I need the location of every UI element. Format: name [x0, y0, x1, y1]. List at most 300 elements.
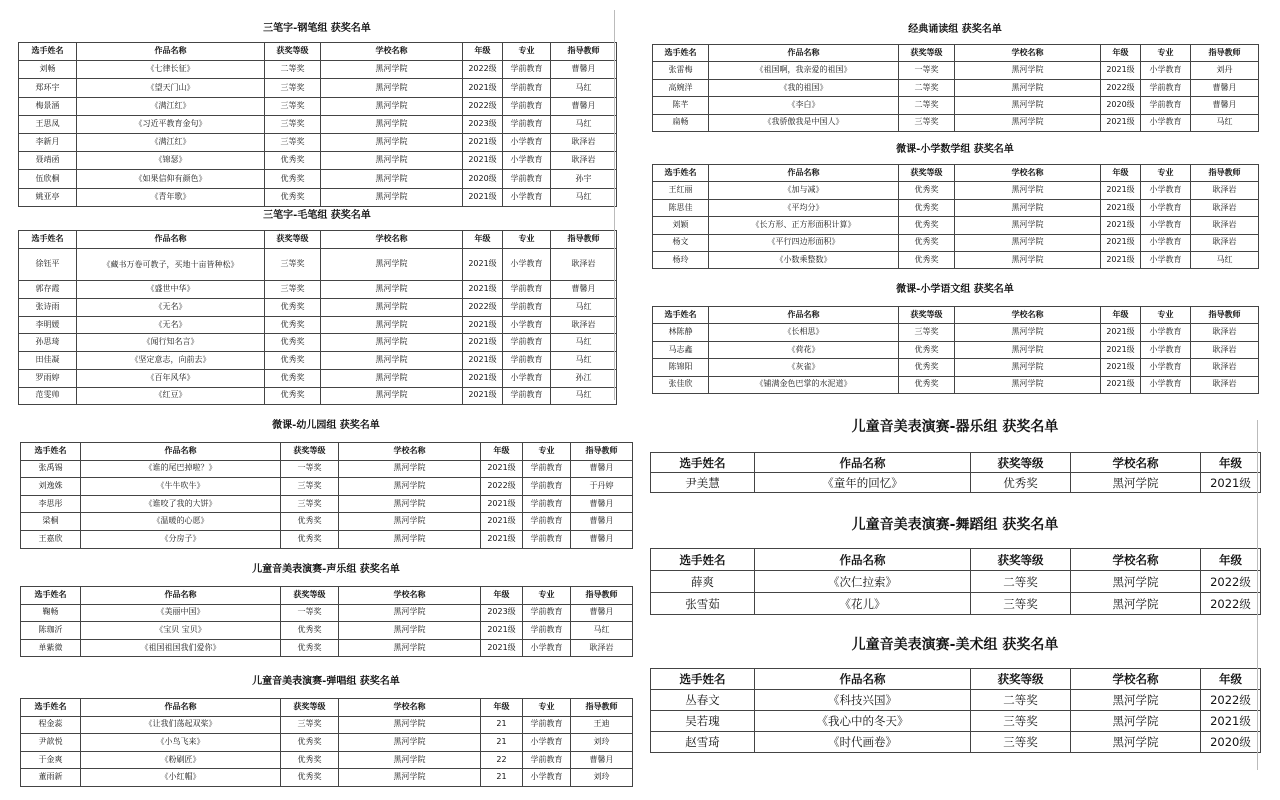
school-name-cell: 黑河学院: [339, 530, 481, 548]
major-cell: 小学教育: [1141, 114, 1191, 131]
teacher-cell: 孙宇: [551, 170, 617, 188]
grade-cell: 2021级: [463, 188, 503, 206]
table-row: [653, 62, 1259, 79]
work-title-cell: 《加与减》: [709, 182, 899, 199]
table-row: [653, 341, 1259, 358]
teacher-cell: 曹馨月: [571, 530, 633, 548]
work-title-cell: 《谁的尾巴掉啦？》: [81, 460, 281, 478]
table-row: [651, 732, 1261, 753]
teacher-cell: 马红: [551, 387, 617, 405]
grade-cell: 2021级: [1101, 199, 1141, 216]
grade-cell: 2021级: [463, 133, 503, 151]
work-title-cell: 《满江红》: [77, 133, 265, 151]
column-header-grade: 年级: [1201, 669, 1261, 690]
award-level-cell: 优秀奖: [265, 316, 321, 334]
column-header-major: 专业: [503, 43, 551, 61]
teacher-cell: 马红: [1191, 251, 1259, 268]
award-level-cell: 二等奖: [971, 690, 1071, 711]
singing-group-title: 儿童音美表演赛-弹唱组 获奖名单: [252, 676, 400, 687]
column-header-level: 获奖等级: [971, 549, 1071, 571]
major-cell: 学前教育: [1141, 97, 1191, 114]
table-row: [21, 769, 633, 787]
work-title-cell: 《藏书万卷可教子，买地十亩皆种松》: [77, 248, 265, 281]
header-row: [653, 45, 1259, 62]
table-row: [19, 79, 617, 97]
column-header-teacher: 指导教师: [571, 699, 633, 717]
award-level-cell: 三等奖: [971, 732, 1071, 753]
column-header-name: 选手姓名: [651, 669, 755, 690]
grade-cell: 2021级: [1101, 251, 1141, 268]
column-header-school: 学校名称: [339, 443, 481, 461]
vocal-group-table: [20, 586, 633, 657]
teacher-cell: 马红: [551, 334, 617, 352]
school-name-cell: 黑河学院: [955, 79, 1101, 96]
major-cell: 学前教育: [523, 751, 571, 769]
column-header-level: 获奖等级: [281, 587, 339, 605]
brush-group-section: [18, 198, 616, 398]
column-header-teacher: 指导教师: [551, 231, 617, 249]
award-level-cell: 优秀奖: [281, 769, 339, 787]
column-header-major: 专业: [1141, 165, 1191, 182]
grade-cell: 2021级: [463, 152, 503, 170]
table-row: [19, 170, 617, 188]
contestant-name-cell: 刘颖: [653, 217, 709, 234]
award-level-cell: 优秀奖: [265, 334, 321, 352]
column-header-work: 作品名称: [77, 43, 265, 61]
school-name-cell: 黑河学院: [321, 133, 463, 151]
major-cell: 小学教育: [1141, 324, 1191, 341]
grade-cell: 2021级: [1101, 359, 1141, 376]
school-name-cell: 黑河学院: [321, 79, 463, 97]
contestant-name-cell: 鞠畅: [21, 604, 81, 622]
major-cell: 学前教育: [523, 716, 571, 734]
teacher-cell: 耿泽岩: [1191, 341, 1259, 358]
column-header-name: 选手姓名: [19, 231, 77, 249]
school-name-cell: 黑河学院: [955, 324, 1101, 341]
classic-group-section: [652, 14, 1258, 132]
grade-cell: 2022级: [463, 61, 503, 79]
award-level-cell: 优秀奖: [899, 217, 955, 234]
school-name-cell: 黑河学院: [321, 334, 463, 352]
header-row: [653, 307, 1259, 324]
header-row: [651, 453, 1261, 473]
column-header-name: 选手姓名: [653, 307, 709, 324]
work-title-cell: 《次仁拉索》: [755, 571, 971, 593]
work-title-cell: 《温暖的心愿》: [81, 513, 281, 531]
contestant-name-cell: 王嘉欣: [21, 530, 81, 548]
work-title-cell: 《小数乘整数》: [709, 251, 899, 268]
contestant-name-cell: 林陈静: [653, 324, 709, 341]
school-name-cell: 黑河学院: [955, 359, 1101, 376]
contestant-name-cell: 王红丽: [653, 182, 709, 199]
teacher-cell: 曹馨月: [1191, 79, 1259, 96]
contestant-name-cell: 于金爽: [21, 751, 81, 769]
major-cell: 学前教育: [503, 352, 551, 370]
column-header-grade: 年级: [481, 699, 523, 717]
teacher-cell: 刘丹: [1191, 62, 1259, 79]
work-title-cell: 《七律长征》: [77, 61, 265, 79]
table-row: [21, 622, 633, 640]
major-cell: 小学教育: [523, 769, 571, 787]
contestant-name-cell: 李思彤: [21, 495, 81, 513]
grade-cell: 2020级: [1201, 732, 1261, 753]
teacher-cell: 曹馨月: [571, 495, 633, 513]
column-header-level: 获奖等级: [281, 443, 339, 461]
header-row: [21, 699, 633, 717]
teacher-cell: 曹馨月: [571, 513, 633, 531]
teacher-cell: 马红: [551, 115, 617, 133]
work-title-cell: 《平均分》: [709, 199, 899, 216]
work-title-cell: 《无名》: [77, 316, 265, 334]
major-cell: 学前教育: [503, 334, 551, 352]
contestant-name-cell: 李明媛: [19, 316, 77, 334]
grade-cell: 2021级: [1101, 217, 1141, 234]
grade-cell: 2022级: [1201, 690, 1261, 711]
column-header-work: 作品名称: [709, 165, 899, 182]
brush-group-title: 三笔字-毛笔组 获奖名单: [263, 210, 371, 221]
major-cell: 学前教育: [503, 79, 551, 97]
school-name-cell: 黑河学院: [321, 248, 463, 281]
school-name-cell: 黑河学院: [955, 97, 1101, 114]
table-row: [21, 530, 633, 548]
contestant-name-cell: 张诗雨: [19, 299, 77, 317]
table-row: [651, 711, 1261, 732]
column-header-work: 作品名称: [77, 231, 265, 249]
work-title-cell: 《灰雀》: [709, 359, 899, 376]
school-name-cell: 黑河学院: [339, 478, 481, 496]
school-name-cell: 黑河学院: [321, 170, 463, 188]
school-name-cell: 黑河学院: [955, 234, 1101, 251]
work-title-cell: 《我骄傲我是中国人》: [709, 114, 899, 131]
school-name-cell: 黑河学院: [955, 251, 1101, 268]
school-name-cell: 黑河学院: [339, 751, 481, 769]
page-edge-line: [1257, 420, 1258, 770]
teacher-cell: 于丹婷: [571, 478, 633, 496]
art-group-table: [650, 668, 1261, 753]
major-cell: 小学教育: [503, 133, 551, 151]
grade-cell: 2021级: [1101, 182, 1141, 199]
award-level-cell: 一等奖: [281, 604, 339, 622]
award-level-cell: 优秀奖: [281, 513, 339, 531]
table-row: [19, 299, 617, 317]
column-header-name: 选手姓名: [19, 43, 77, 61]
singing-group-table: [20, 698, 633, 787]
award-level-cell: 三等奖: [265, 281, 321, 299]
table-row: [19, 61, 617, 79]
table-row: [21, 513, 633, 531]
column-header-teacher: 指导教师: [571, 587, 633, 605]
teacher-cell: 王迪: [571, 716, 633, 734]
table-row: [653, 182, 1259, 199]
grade-cell: 2023级: [463, 115, 503, 133]
grade-cell: 2021级: [1101, 62, 1141, 79]
contestant-name-cell: 张佳欣: [653, 376, 709, 393]
work-title-cell: 《宝贝 宝贝》: [81, 622, 281, 640]
teacher-cell: 耿泽岩: [1191, 324, 1259, 341]
school-name-cell: 黑河学院: [339, 495, 481, 513]
table-row: [19, 248, 617, 281]
award-level-cell: 三等奖: [899, 324, 955, 341]
award-level-cell: 优秀奖: [281, 751, 339, 769]
teacher-cell: 耿泽岩: [1191, 376, 1259, 393]
contestant-name-cell: 刘逸姝: [21, 478, 81, 496]
work-title-cell: 《美丽中国》: [81, 604, 281, 622]
column-header-grade: 年级: [1101, 307, 1141, 324]
grade-cell: 22: [481, 751, 523, 769]
classic-group-table: [652, 44, 1259, 132]
award-level-cell: 优秀奖: [265, 299, 321, 317]
major-cell: 小学教育: [503, 369, 551, 387]
column-header-major: 专业: [523, 443, 571, 461]
column-header-work: 作品名称: [81, 587, 281, 605]
table-row: [19, 352, 617, 370]
contestant-name-cell: 张雪茹: [651, 593, 755, 615]
school-name-cell: 黑河学院: [321, 188, 463, 206]
teacher-cell: 耿泽岩: [551, 248, 617, 281]
major-cell: 学前教育: [503, 387, 551, 405]
page-edge-line: [614, 10, 615, 400]
school-name-cell: 黑河学院: [321, 152, 463, 170]
table-row: [19, 133, 617, 151]
grade-cell: 21: [481, 734, 523, 752]
table-row: [651, 473, 1261, 493]
grade-cell: 2021级: [463, 369, 503, 387]
contestant-name-cell: 董雨新: [21, 769, 81, 787]
teacher-cell: 马红: [551, 299, 617, 317]
work-title-cell: 《盛世中华》: [77, 281, 265, 299]
grade-cell: 2022级: [463, 97, 503, 115]
column-header-work: 作品名称: [81, 699, 281, 717]
column-header-level: 获奖等级: [281, 699, 339, 717]
column-header-name: 选手姓名: [21, 443, 81, 461]
table-row: [21, 604, 633, 622]
school-name-cell: 黑河学院: [321, 281, 463, 299]
column-header-school: 学校名称: [321, 43, 463, 61]
chinese-group-section: [652, 276, 1258, 396]
table-row: [653, 217, 1259, 234]
major-cell: 小学教育: [1141, 234, 1191, 251]
major-cell: 学前教育: [503, 115, 551, 133]
column-header-work: 作品名称: [709, 307, 899, 324]
teacher-cell: 耿泽岩: [551, 152, 617, 170]
work-title-cell: 《如果信仰有颜色》: [77, 170, 265, 188]
major-cell: 学前教育: [503, 281, 551, 299]
award-level-cell: 二等奖: [899, 79, 955, 96]
major-cell: 小学教育: [503, 152, 551, 170]
contestant-name-cell: 杨文: [653, 234, 709, 251]
kinder-group-title: 微课-幼儿园组 获奖名单: [272, 420, 380, 431]
contestant-name-cell: 聂靖函: [19, 152, 77, 170]
column-header-level: 获奖等级: [265, 43, 321, 61]
grade-cell: 2021级: [481, 622, 523, 640]
school-name-cell: 黑河学院: [1071, 711, 1201, 732]
award-level-cell: 三等奖: [971, 593, 1071, 615]
school-name-cell: 黑河学院: [339, 604, 481, 622]
table-row: [19, 369, 617, 387]
major-cell: 小学教育: [1141, 182, 1191, 199]
instrument-group-table: [650, 452, 1261, 493]
work-title-cell: 《童年的回忆》: [755, 473, 971, 493]
grade-cell: 2020级: [463, 170, 503, 188]
column-header-major: 专业: [523, 699, 571, 717]
math-group-title: 微课-小学数学组 获奖名单: [896, 144, 1014, 155]
grade-cell: 2021级: [481, 460, 523, 478]
work-title-cell: 《小鸟飞来》: [81, 734, 281, 752]
column-header-name: 选手姓名: [21, 587, 81, 605]
column-header-teacher: 指导教师: [571, 443, 633, 461]
work-title-cell: 《小红帽》: [81, 769, 281, 787]
contestant-name-cell: 田佳凝: [19, 352, 77, 370]
grade-cell: 2021级: [481, 639, 523, 657]
major-cell: 小学教育: [1141, 199, 1191, 216]
award-level-cell: 三等奖: [899, 114, 955, 131]
award-level-cell: 三等奖: [265, 133, 321, 151]
column-header-work: 作品名称: [81, 443, 281, 461]
school-name-cell: 黑河学院: [955, 62, 1101, 79]
contestant-name-cell: 郭存霞: [19, 281, 77, 299]
grade-cell: 2021级: [463, 316, 503, 334]
column-header-work: 作品名称: [755, 669, 971, 690]
award-level-cell: 优秀奖: [281, 734, 339, 752]
column-header-name: 选手姓名: [653, 45, 709, 62]
school-name-cell: 黑河学院: [1071, 571, 1201, 593]
teacher-cell: 曹馨月: [551, 61, 617, 79]
dance-group-title: 儿童音美表演赛-舞蹈组 获奖名单: [851, 517, 1059, 533]
contestant-name-cell: 刘畅: [19, 61, 77, 79]
column-header-major: 专业: [1141, 307, 1191, 324]
award-level-cell: 三等奖: [265, 97, 321, 115]
major-cell: 学前教育: [523, 513, 571, 531]
award-level-cell: 三等奖: [971, 711, 1071, 732]
grade-cell: 2022级: [463, 299, 503, 317]
column-header-school: 学校名称: [955, 307, 1101, 324]
work-title-cell: 《让我们荡起双桨》: [81, 716, 281, 734]
award-level-cell: 优秀奖: [899, 182, 955, 199]
work-title-cell: 《粉刷匠》: [81, 751, 281, 769]
grade-cell: 2021级: [463, 79, 503, 97]
school-name-cell: 黑河学院: [321, 352, 463, 370]
school-name-cell: 黑河学院: [955, 376, 1101, 393]
header-row: [19, 43, 617, 61]
contestant-name-cell: 王思凤: [19, 115, 77, 133]
grade-cell: 2021级: [1101, 341, 1141, 358]
table-row: [651, 593, 1261, 615]
teacher-cell: 曹馨月: [1191, 97, 1259, 114]
work-title-cell: 《红豆》: [77, 387, 265, 405]
teacher-cell: 马红: [551, 352, 617, 370]
award-level-cell: 三等奖: [265, 248, 321, 281]
column-header-work: 作品名称: [755, 453, 971, 473]
column-header-major: 专业: [523, 587, 571, 605]
teacher-cell: 曹馨月: [571, 751, 633, 769]
header-row: [19, 231, 617, 249]
major-cell: 学前教育: [503, 299, 551, 317]
award-level-cell: 三等奖: [265, 115, 321, 133]
school-name-cell: 黑河学院: [339, 734, 481, 752]
teacher-cell: 曹馨月: [551, 281, 617, 299]
table-row: [21, 478, 633, 496]
grade-cell: 2020级: [1101, 97, 1141, 114]
column-header-school: 学校名称: [321, 231, 463, 249]
award-level-cell: 优秀奖: [899, 376, 955, 393]
school-name-cell: 黑河学院: [1071, 473, 1201, 493]
work-title-cell: 《无名》: [77, 299, 265, 317]
teacher-cell: 耿泽岩: [1191, 359, 1259, 376]
table-row: [653, 324, 1259, 341]
contestant-name-cell: 杨玲: [653, 251, 709, 268]
contestant-name-cell: 姚亚亭: [19, 188, 77, 206]
work-title-cell: 《祖国祖国我们爱你》: [81, 639, 281, 657]
column-header-teacher: 指导教师: [1191, 165, 1259, 182]
grade-cell: 2021级: [463, 387, 503, 405]
work-title-cell: 《我的祖国》: [709, 79, 899, 96]
work-title-cell: 《长相思》: [709, 324, 899, 341]
school-name-cell: 黑河学院: [321, 115, 463, 133]
column-header-school: 学校名称: [955, 45, 1101, 62]
school-name-cell: 黑河学院: [1071, 732, 1201, 753]
major-cell: 学前教育: [503, 170, 551, 188]
major-cell: 学前教育: [523, 604, 571, 622]
award-level-cell: 优秀奖: [265, 188, 321, 206]
contestant-name-cell: 陈珈沂: [21, 622, 81, 640]
contestant-name-cell: 张雷梅: [653, 62, 709, 79]
major-cell: 学前教育: [523, 478, 571, 496]
contestant-name-cell: 扁畅: [653, 114, 709, 131]
major-cell: 小学教育: [1141, 359, 1191, 376]
contestant-name-cell: 徐钰平: [19, 248, 77, 281]
teacher-cell: 耿泽岩: [1191, 199, 1259, 216]
school-name-cell: 黑河学院: [339, 513, 481, 531]
table-row: [19, 152, 617, 170]
grade-cell: 21: [481, 769, 523, 787]
work-title-cell: 《青年歌》: [77, 188, 265, 206]
column-header-name: 选手姓名: [651, 453, 755, 473]
work-title-cell: 《时代画卷》: [755, 732, 971, 753]
brush-group-table: [18, 230, 617, 405]
contestant-name-cell: 薛爽: [651, 571, 755, 593]
award-level-cell: 优秀奖: [281, 622, 339, 640]
work-title-cell: 《长方形、正方形面积计算》: [709, 217, 899, 234]
major-cell: 小学教育: [1141, 251, 1191, 268]
school-name-cell: 黑河学院: [321, 387, 463, 405]
school-name-cell: 黑河学院: [1071, 593, 1201, 615]
column-header-school: 学校名称: [1071, 669, 1201, 690]
major-cell: 学前教育: [503, 97, 551, 115]
chinese-group-table: [652, 306, 1259, 394]
grade-cell: 2023级: [481, 604, 523, 622]
school-name-cell: 黑河学院: [955, 114, 1101, 131]
grade-cell: 2021级: [1101, 114, 1141, 131]
teacher-cell: 刘玲: [571, 734, 633, 752]
header-row: [651, 549, 1261, 571]
work-title-cell: 《祖国啊，我亲爱的祖国》: [709, 62, 899, 79]
work-title-cell: 《满江红》: [77, 97, 265, 115]
school-name-cell: 黑河学院: [1071, 690, 1201, 711]
grade-cell: 21: [481, 716, 523, 734]
table-row: [19, 97, 617, 115]
award-level-cell: 二等奖: [899, 97, 955, 114]
table-row: [21, 716, 633, 734]
instrument-group-title: 儿童音美表演赛-器乐组 获奖名单: [851, 419, 1059, 435]
school-name-cell: 黑河学院: [339, 622, 481, 640]
major-cell: 小学教育: [1141, 376, 1191, 393]
column-header-teacher: 指导教师: [1191, 307, 1259, 324]
work-title-cell: 《平行四边形面积》: [709, 234, 899, 251]
column-header-school: 学校名称: [1071, 549, 1201, 571]
table-row: [21, 460, 633, 478]
work-title-cell: 《花儿》: [755, 593, 971, 615]
major-cell: 学前教育: [523, 460, 571, 478]
